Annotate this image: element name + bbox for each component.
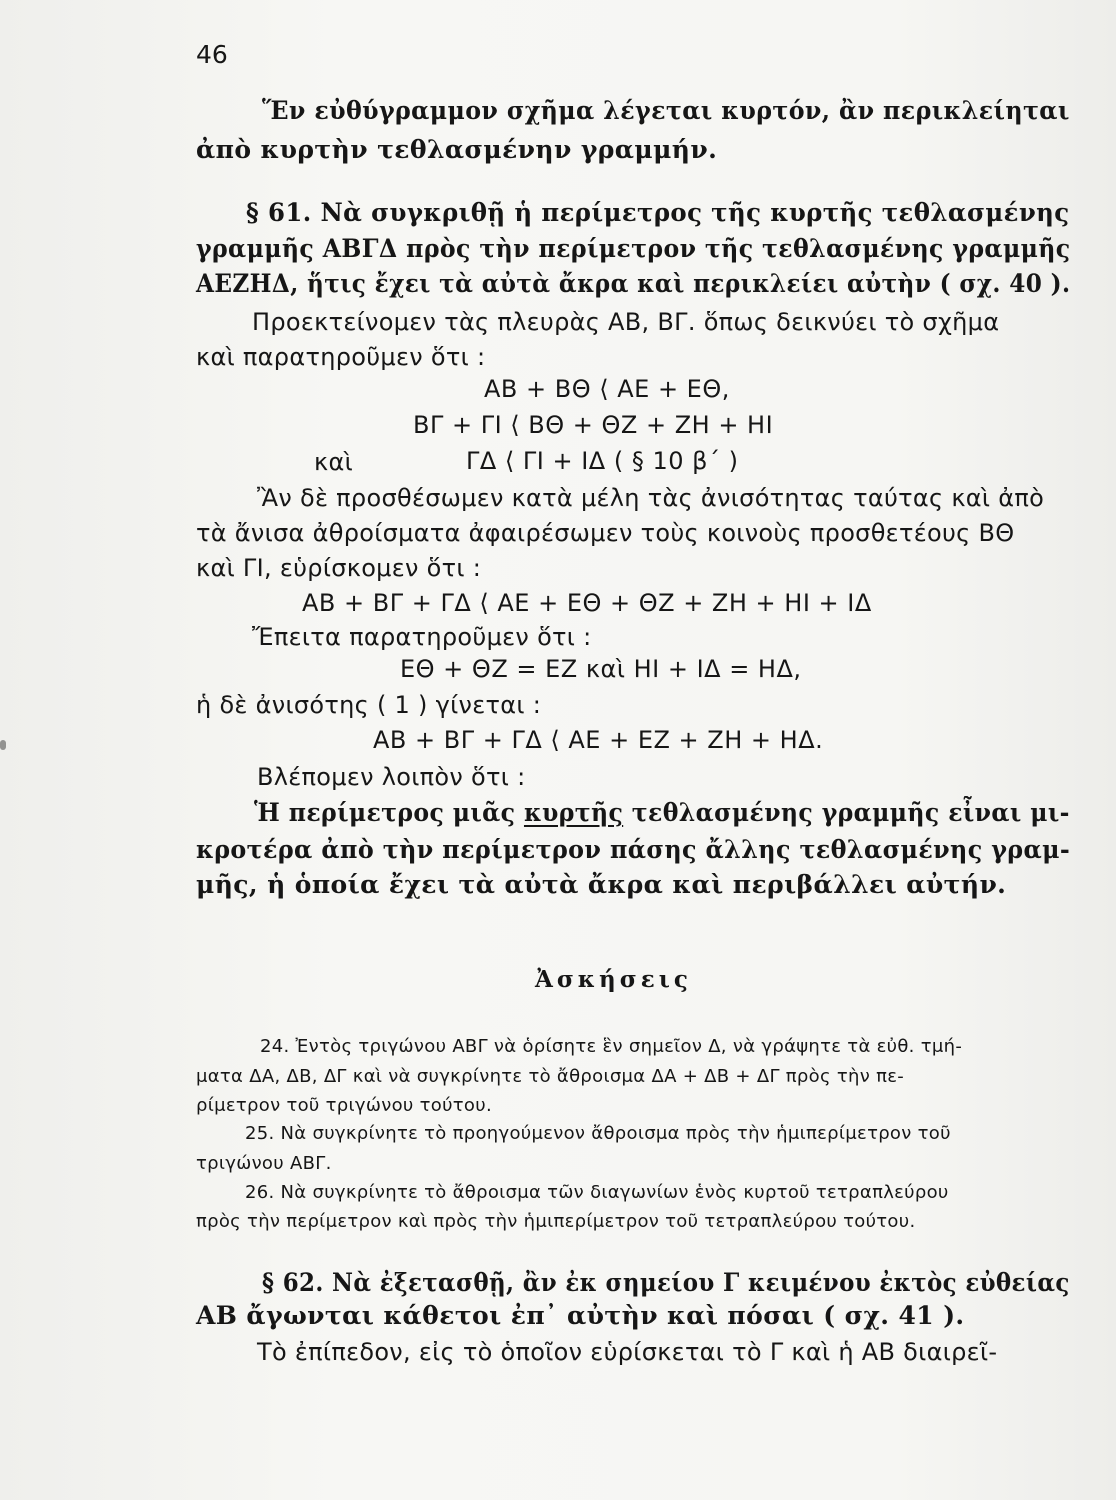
- inequality-3: ΓΔ ⟨ ΓΙ + ΙΔ ( § 10 β΄ ): [466, 447, 739, 475]
- exercise-26-line-1: 26. Νὰ συγκρίνητε τὸ ἄθροισμα τῶν διαγωνίων ἑνὸς κυρτοῦ τετραπλεύρου: [245, 1182, 949, 1203]
- equalities: ΕΘ + ΘΖ = ΕΖ καὶ ΗΙ + ΙΔ = ΗΔ,: [400, 655, 802, 683]
- proof-paragraph-1-line-2: καὶ παρατηροῦμεν ὅτι :: [196, 343, 486, 371]
- page-number: 46: [196, 40, 228, 69]
- exercise-24-line-3: ρίμετρον τοῦ τριγώνου τούτου.: [196, 1095, 492, 1116]
- summed-inequality: ΑΒ + ΒΓ + ΓΔ ⟨ ΑΕ + ΕΘ + ΘΖ + ΖΗ + ΗΙ + ΙΔ: [302, 589, 872, 617]
- exercise-24-line-2: ματα ΔΑ, ΔΒ, ΔΓ καὶ νὰ συγκρίνητε τὸ ἄθροισμα ΔΑ + ΔΒ + ΔΓ πρὸς τὴν πε-: [196, 1066, 905, 1087]
- exercise-24-line-1: 24. Ἐντὸς τριγώνου ΑΒΓ νὰ ὁρίσητε ἓν σημεῖον Δ, νὰ γράψητε τὰ εὐθ. τμή-: [260, 1036, 963, 1057]
- exercise-25-line-2: τριγώνου ΑΒΓ.: [196, 1153, 332, 1174]
- section-62-text-line-1: Τὸ ἐπίπεδον, εἰς τὸ ὁποῖον εὑρίσκεται τὸ Γ καὶ ἡ ΑΒ διαιρεῖ-: [257, 1338, 998, 1366]
- section-61-heading-line-1: § 61. Νὰ συγκριθῇ ἡ περίμετρος τῆς κυρτῆς τεθλασμένης: [246, 198, 1070, 227]
- exercises-heading: Ἀσκήσεις: [535, 966, 692, 993]
- exercise-25-line-1: 25. Νὰ συγκρίνητε τὸ προηγούμενον ἄθροισμα πρὸς τὴν ἡμιπερίμετρον τοῦ: [245, 1123, 951, 1144]
- proof-paragraph-3: Ἔπειτα παρατηροῦμεν ὅτι :: [252, 623, 592, 651]
- inequality-3-connective: καὶ: [314, 448, 353, 476]
- proof-paragraph-1-line-1: Προεκτείνομεν τὰς πλευρὰς ΑΒ, ΒΓ. ὅπως δεικνύει τὸ σχῆμα: [252, 308, 1000, 336]
- inequality-2: ΒΓ + ΓΙ ⟨ ΒΘ + ΘΖ + ΖΗ + ΗΙ: [413, 411, 774, 439]
- inequality-1: ΑΒ + ΒΘ ⟨ ΑΕ + ΕΘ,: [484, 375, 730, 403]
- definition-line-2: ἀπὸ κυρτὴν τεθλασμένην γραμμήν.: [196, 135, 718, 164]
- scan-mark: [0, 740, 6, 750]
- proof-paragraph-2-line-2: τὰ ἄνισα ἀθροίσματα ἀφαιρέσωμεν τοὺς κοινοὺς προσθετέους ΒΘ: [196, 519, 1015, 547]
- proof-paragraph-2-line-1: Ἂν δὲ προσθέσωμεν κατὰ μέλη τὰς ἀνισότητας ταύτας καὶ ἀπὸ: [257, 484, 1045, 512]
- section-62-heading-line-1: § 62. Νὰ ἐξετασθῇ, ἂν ἐκ σημείου Γ κειμένου ἐκτὸς εὐθείας: [262, 1268, 1070, 1297]
- proof-paragraph-5: Βλέπομεν λοιπὸν ὅτι :: [257, 763, 526, 791]
- conclusion-line-2: κροτέρα ἀπὸ τὴν περίμετρον πάσης ἄλλης τεθλασμένης γραμ-: [196, 835, 1071, 864]
- conclusion-line-1: [254, 800, 1070, 825]
- proof-paragraph-4: ἡ δὲ ἀνισότης ( 1 ) γίνεται :: [196, 691, 542, 719]
- exercise-26-line-2: πρὸς τὴν περίμετρον καὶ πρὸς τὴν ἡμιπερίμετρον τοῦ τετραπλεύρου τούτου.: [196, 1211, 916, 1232]
- section-61-heading-line-3: ΑΕΖΗΔ, ἥτις ἔχει τὰ αὐτὰ ἄκρα καὶ περικλείει αὐτὴν ( σχ. 40 ).: [196, 269, 1071, 298]
- conclusion-underlined-word: κυρτῆς: [523, 798, 624, 827]
- conclusion-line-3: μῆς, ἡ ὁποία ἔχει τὰ αὐτὰ ἄκρα καὶ περιβάλλει αὐτήν.: [196, 870, 1007, 899]
- section-62-heading-line-2: ΑΒ ἄγωνται κάθετοι ἐπ᾽ αὐτὴν καὶ πόσαι ( σχ. 41 ).: [196, 1301, 965, 1330]
- conclusion-line-1-end: τεθλασμένης γραμμῆς εἶναι μι-: [623, 798, 1070, 827]
- proof-paragraph-2-line-3: καὶ ΓΙ, εὑρίσκομεν ὅτι :: [196, 554, 482, 582]
- final-inequality: ΑΒ + ΒΓ + ΓΔ ⟨ ΑΕ + ΕΖ + ΖΗ + ΗΔ.: [373, 726, 824, 754]
- conclusion-line-1-start: Ἡ περίμετρος μιᾶς: [254, 798, 524, 827]
- definition-line-1: Ἕν εὐθύγραμμον σχῆμα λέγεται κυρτόν, ἂν περικλείηται: [262, 96, 1070, 125]
- section-61-heading-line-2: γραμμῆς ΑΒΓΔ πρὸς τὴν περίμετρον τῆς τεθλασμένης γραμμῆς: [196, 234, 1071, 263]
